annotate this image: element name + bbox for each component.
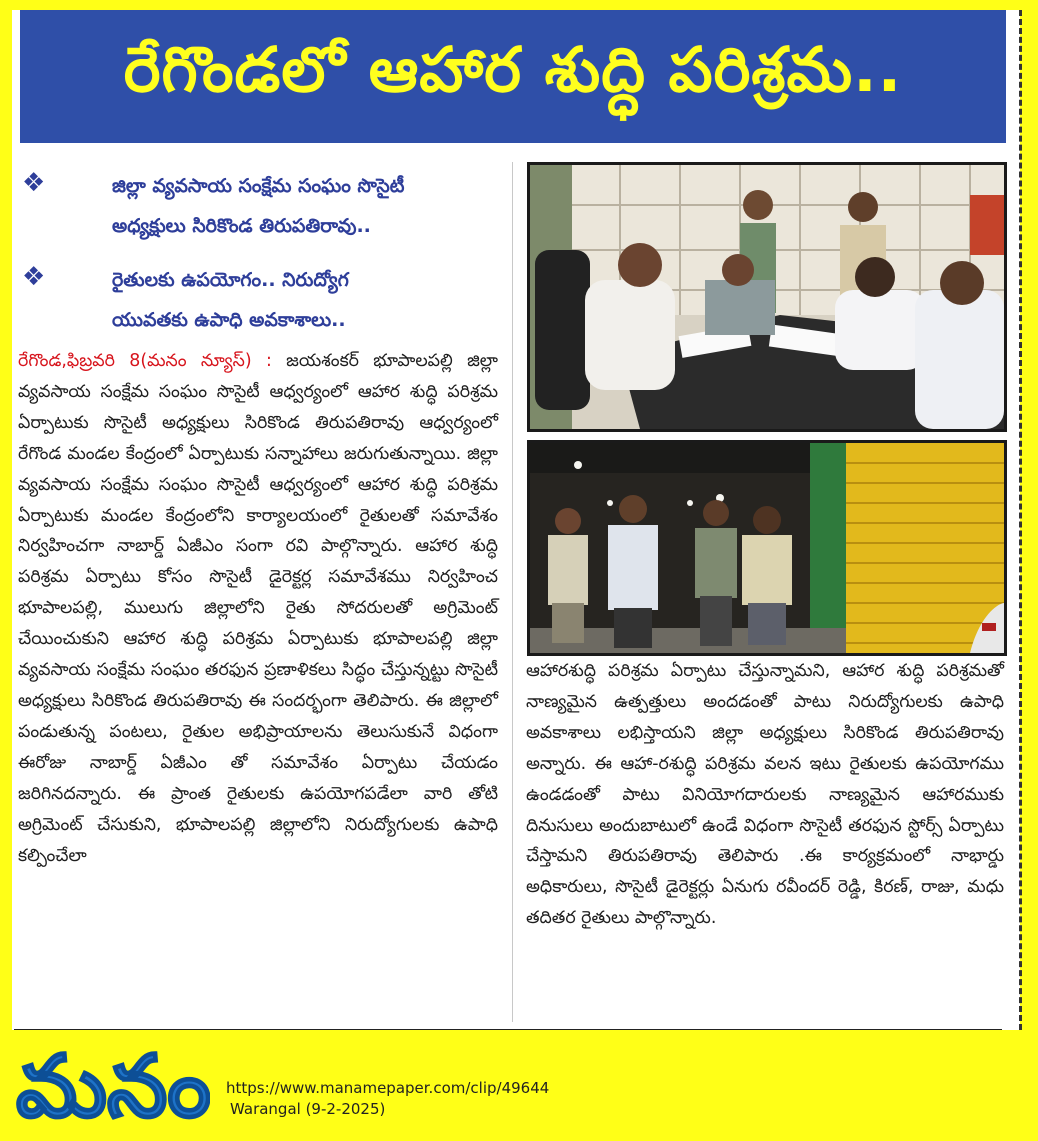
bullet-line: యువతకు ఉపాధి అవకాశాలు.. bbox=[112, 309, 346, 331]
headline: రేగొండలో ఆహార శుద్ధి పరిశ్రమ.. bbox=[123, 32, 903, 106]
group-photo bbox=[527, 440, 1007, 656]
column-divider bbox=[512, 162, 513, 1022]
article-body-right: ఆహారశుద్ధి పరిశ్రమ ఏర్పాటు చేస్తున్నామని, ఆహార శుద్ధి పరిశ్రమతో నాణ్యమైన ఉత్పత్తులు అందడంతో పాటు నిరుద్యోగులకు ఉపాధి అవకాశాలు లభిస్తాయని జిల్లా అధ్యక్షులు సిరికొండ తిరుపతిరావు అన్నారు. ఈ ఆహా-రశుద్ధి పరిశ్రమ వలన ఇటు రైతులకు ఉపయోగము ఉండడంతో పాటు వినియోగదారులకు నాణ్యమైన ఆహారముకు దినుసులు అందుబాటులో ఉండే విధంగా సొసైటీ తరఫున స్టోర్స్ ఏర్పాటు చేస్తామని తిరుపతిరావు తెలిపారు .ఈ కార్యక్రమంలో నాభార్డు అధికారులు, సొసైటీ డైరెక్టర్లు ఏనుగు రవీందర్ రెడ్డి, కిరణ్, రాజు, మధు తదితర రైతులు పాల్గొన్నారు. bbox=[526, 661, 1004, 929]
footer-rule bbox=[14, 1029, 1002, 1030]
article-dateline: రేగొండ,ఫిబ్రవరి 8(మనం న్యూస్) : bbox=[18, 351, 272, 371]
bullet-line: రైతులకు ఉపయోగం.. నిరుద్యోగ bbox=[112, 269, 349, 291]
clip-url[interactable]: https://www.manamepaper.com/clip/49644 bbox=[226, 1079, 550, 1097]
diamond-bullet-icon: ❖ bbox=[22, 262, 46, 292]
subheadline-bullets bbox=[22, 166, 502, 354]
manam-logo bbox=[14, 1036, 210, 1132]
article-body-left: జయశంకర్ భూపాలపల్లి జిల్లా వ్యవసాయ సంక్షేమ సంఘం సొసైటీ ఆధ్వర్యంలో ఆహార శుద్ధి పరిశ్రమ ఏర్పాటుకు సొసైటీ అధ్యక్షులు సిరికొండ తిరుపతిరావు ఆధ్వర్యంలో రేగొండ మండల కేంద్రంలో ఏర్పాటుకు సన్నాహాలు జరుగుతున్నాయి. జిల్లా వ్యవసాయ సంక్షేమ సంఘం సొసైటీ ఆధ్వర్యంలో ఆహార శుద్ధి పరిశ్రమ ఏర్పాటుకు మండల కేంద్రంలోని కార్యాలయంలో రైతులతో సమావేశం నిర్వహించగా నాబార్డ్ ఏజీఎం సంగా రవి పాల్గొన్నారు. ఆహార శుద్ధి పరిశ్రమ ఏర్పాటు కోసం సొసైటీ డైరెక్టర్ల సమావేశము నిర్వహించ భూపాలపల్లి, ములుగు జిల్లాలోని రైతు సోదరులతో అగ్రిమెంట్ చేయించుకుని ఆహార శుద్ధి పరిశ్రమ ఏర్పాటుకు భూపాలపల్లి జిల్లా వ్యవసాయ సంక్షేమ సంఘం తరఫున ప్రణాళికలు సిద్ధం చేస్తున్నట్టు సొసైటీ అధ్యక్షులు సిరికొండ తిరుపతిరావు ఈ సందర్భంగా తెలిపారు. ఈ జిల్లాలో పండుతున్న పంటలు, రైతుల అభిప్రాయాలను తెలుసుకునే విధంగా ఈరోజు నాబార్డ్ ఏజీఎం తో సమావేశం ఏర్పాటు చేయడం జరిగినదన్నారు. ఈ ప్రాంత రైతులకు ఉపయోగపడేలా వారి తోటి అగ్రిమెంట్ చేసుకుని, భూపాలపల్లి జిల్లాలోని నిరుద్యోగులకు ఉపాధి కల్పించేలా bbox=[18, 351, 498, 866]
meeting-photo-image bbox=[530, 165, 1004, 429]
bullet-item bbox=[22, 260, 502, 340]
clip-edition: Warangal (9-2-2025) bbox=[230, 1100, 386, 1118]
diamond-bullet-icon: ❖ bbox=[22, 168, 46, 198]
article-column-right bbox=[526, 656, 1004, 934]
bullet-item bbox=[22, 166, 502, 246]
bullet-line: అధ్యక్షులు సిరికొండ తిరుపతిరావు.. bbox=[112, 215, 371, 237]
meeting-photo bbox=[527, 162, 1007, 432]
manam-logo-mark bbox=[14, 1036, 210, 1132]
article-column-left bbox=[18, 346, 498, 871]
clip-cut-border bbox=[1019, 10, 1022, 1030]
group-photo-image bbox=[530, 443, 1004, 653]
svg-text:మనం: మనం bbox=[16, 1037, 210, 1132]
bullet-line: జిల్లా వ్యవసాయ సంక్షేమ సంఘం సొసైటీ bbox=[112, 175, 405, 197]
headline-banner bbox=[20, 10, 1006, 143]
